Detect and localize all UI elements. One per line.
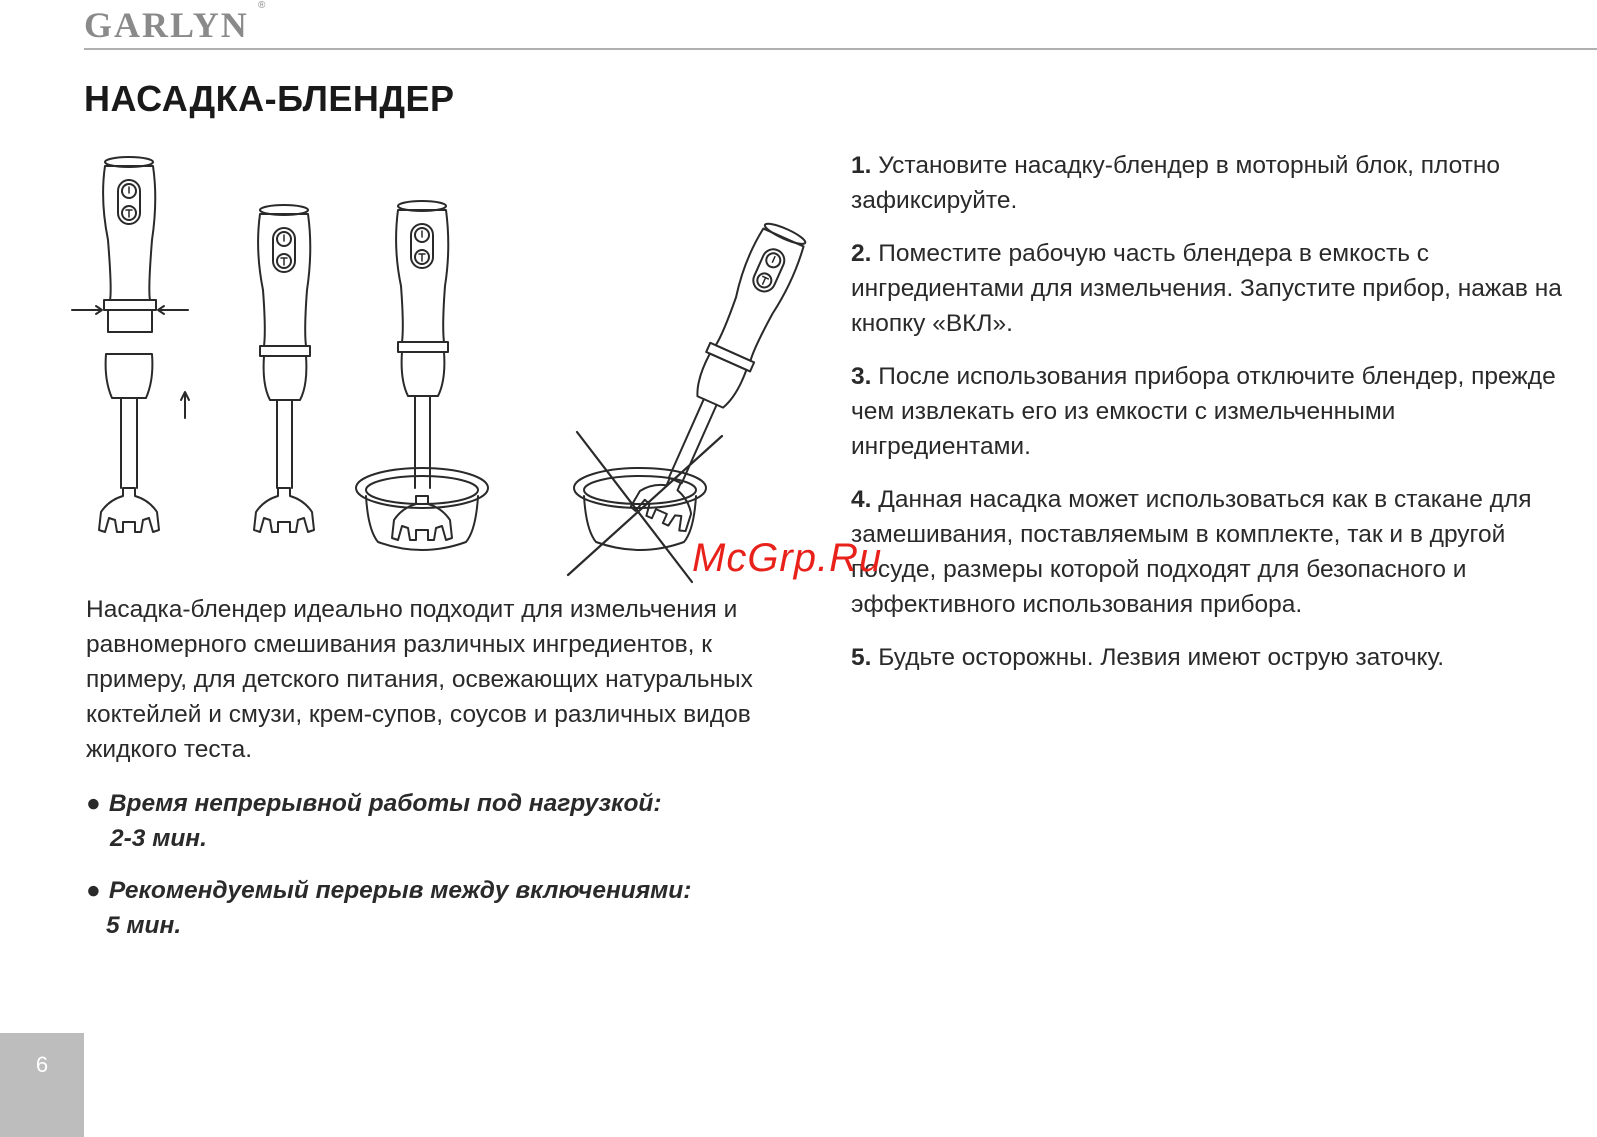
step-text: Поместите рабочую часть блендера в емкость с ингредиентами для измельчения. Запустите прибор, нажав на кнопку «ВКЛ». xyxy=(851,240,1562,337)
blender-illustration xyxy=(60,140,820,590)
page-number: 6 xyxy=(35,1052,49,1077)
bullet-work-time-line2: 2-3 мин. xyxy=(110,825,207,852)
step-number: 1. xyxy=(851,152,872,179)
step-4 xyxy=(851,482,1571,622)
step-3 xyxy=(851,359,1571,464)
blender-assembled-figure xyxy=(254,205,314,532)
bullet-dot-icon: ● xyxy=(86,877,101,904)
step-text: Данная насадка может использоваться как в стакане для замешивания, поставляемым в комплекте, так и в другой посуде, размеры которой подходят для безопасного и эффективного использования прибора. xyxy=(851,486,1532,618)
intro-paragraph: Насадка-блендер идеально подходит для измельчения и равномерного смешивания различных ингредиентов, к примеру, для детского питания, освежающих натуральных коктейлей и смузи, крем-супов, соусов и различных видов жидкого теста. xyxy=(86,596,753,763)
step-1 xyxy=(851,148,1571,218)
blender-tilted-wrong-figure xyxy=(568,217,815,582)
prohibition-cross-icon xyxy=(577,432,692,582)
brand-logo: GARLYN xyxy=(84,5,249,45)
step-2 xyxy=(851,236,1571,341)
step-number: 4. xyxy=(851,486,872,513)
bullet-break-time-line1: Рекомендуемый перерыв между включениями: xyxy=(108,877,692,904)
header-divider xyxy=(84,48,1597,50)
step-number: 2. xyxy=(851,240,872,267)
bullet-work-time xyxy=(86,786,806,856)
step-text: Установите насадку-блендер в моторный блок, плотно зафиксируйте. xyxy=(851,152,1501,214)
page-number-tab xyxy=(0,1033,84,1137)
step-5 xyxy=(851,640,1571,675)
registered-mark: ® xyxy=(258,0,266,11)
watermark: McGrp.Ru xyxy=(692,536,883,580)
motor-buttons-icon xyxy=(118,180,140,224)
step-number: 3. xyxy=(851,363,872,390)
bullet-break-time xyxy=(86,873,806,943)
bullet-dot-icon: ● xyxy=(86,790,101,817)
instruction-steps xyxy=(851,148,1571,693)
step-number: 5. xyxy=(851,644,872,671)
blender-disassembled-figure xyxy=(72,157,189,532)
bullet-break-time-line2: 5 мин. xyxy=(106,912,182,939)
blender-in-bowl-figure xyxy=(356,201,488,550)
step-text: После использования прибора отключите блендер, прежде чем извлекать его из емкости с измельченными ингредиентами. xyxy=(851,363,1556,460)
step-text: Будьте осторожны. Лезвия имеют острую заточку. xyxy=(878,644,1445,671)
bullet-work-time-line1: Время непрерывной работы под нагрузкой: xyxy=(108,790,662,817)
page-title: НАСАДКА-БЛЕНДЕР xyxy=(84,78,455,119)
